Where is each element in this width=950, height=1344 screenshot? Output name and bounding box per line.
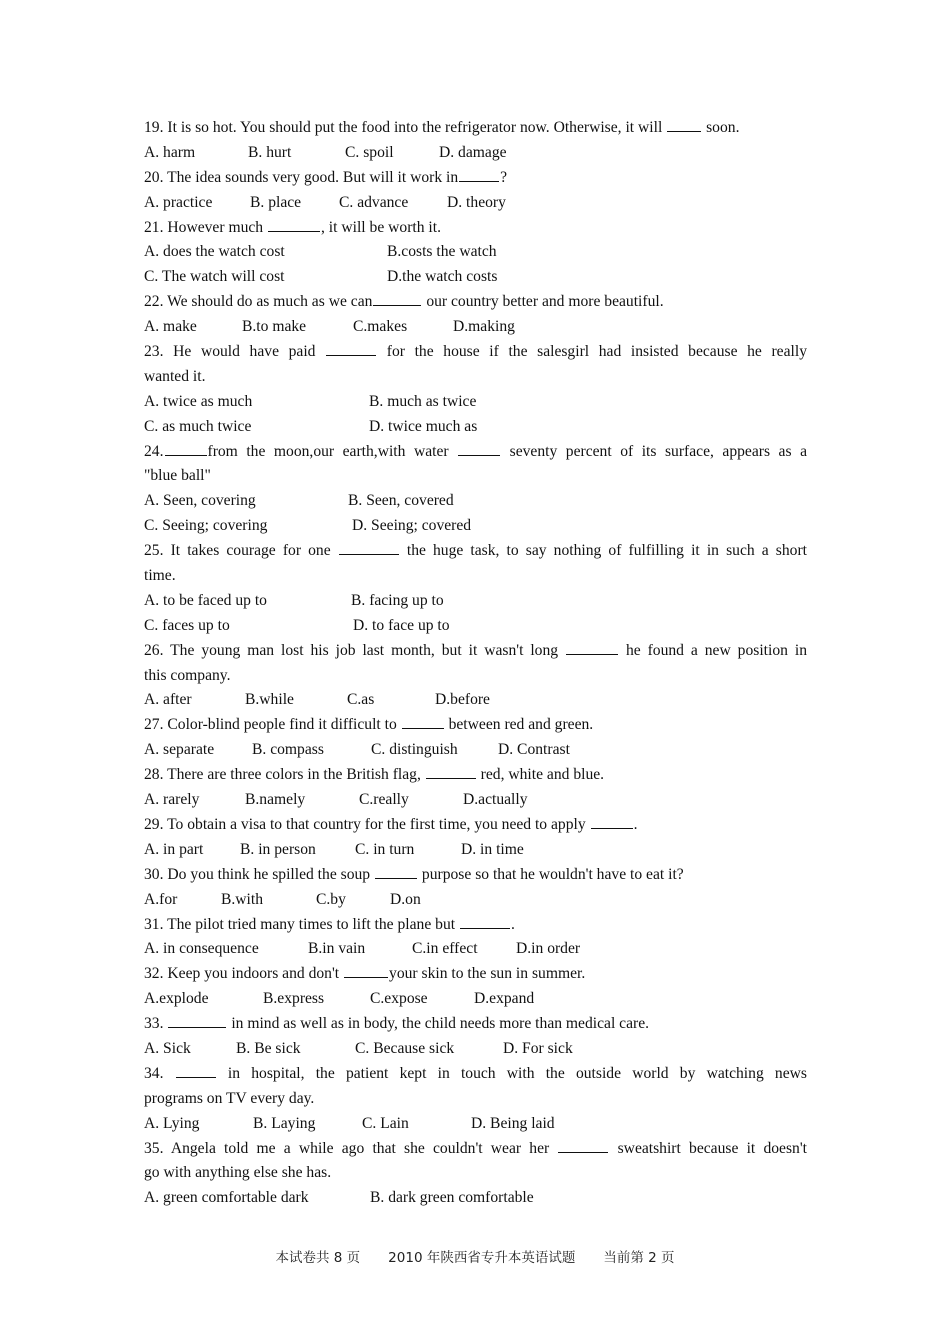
question-30-text-end: purpose so that he wouldn't have to eat it? — [421, 865, 684, 883]
question-34-text: in hospital, the patient kept in touch with the outside world by watching news — [227, 1064, 807, 1082]
option-d: D.actually — [463, 791, 528, 809]
option-b: B. facing up to — [351, 591, 444, 609]
answer-blank — [460, 914, 510, 929]
answer-blank — [375, 864, 417, 879]
question-28 — [144, 763, 807, 788]
question-26-options — [144, 688, 807, 713]
option-b: B. hurt — [248, 143, 292, 161]
exam-page — [144, 116, 807, 1211]
option-c: C.makes — [353, 318, 408, 336]
question-26-text-end: he found a new position in — [625, 641, 807, 659]
question-33-text: in mind as well as in body, the child needs more than medical care. — [231, 1015, 650, 1033]
question-23-text-wrap: wanted it. — [144, 367, 206, 385]
answer-blank — [558, 1138, 608, 1153]
answer-blank — [373, 291, 421, 306]
question-25-text: 25. It takes courage for one — [144, 542, 331, 560]
option-d: D. twice much as — [369, 417, 478, 435]
option-d: D.the watch costs — [387, 268, 498, 286]
option-b: B. Seen, covered — [348, 492, 454, 510]
question-24-text-end: seventy percent of its surface, appears as a — [509, 442, 807, 460]
question-22-text-end: our country better and more beautiful. — [426, 293, 664, 311]
option-d: D.on — [390, 890, 421, 908]
option-c: C. Seeing; covering — [144, 517, 268, 535]
option-a: A. Lying — [144, 1114, 200, 1132]
page-footer — [0, 1246, 950, 1266]
question-27-options — [144, 738, 807, 763]
option-d: D. Seeing; covered — [352, 517, 472, 535]
question-31-text-end: . — [511, 915, 515, 933]
question-24-number: 24. — [144, 442, 164, 460]
question-19 — [144, 116, 807, 141]
option-c: C. in turn — [355, 840, 415, 858]
question-34 — [144, 1062, 807, 1087]
question-24-options-cd — [144, 514, 807, 539]
question-25-options-ab — [144, 589, 807, 614]
option-c: C.as — [347, 691, 375, 709]
question-23-text-end: for the house if the salesgirl had insisted because he really — [386, 343, 807, 361]
question-21-text: 21. However much — [144, 218, 264, 236]
option-c: C.by — [316, 890, 346, 908]
question-24-continued — [144, 464, 807, 489]
option-a: A. Seen, covering — [144, 492, 256, 510]
question-23-continued — [144, 365, 807, 390]
question-21 — [144, 216, 807, 241]
question-29 — [144, 813, 807, 838]
question-35-text-wrap: go with anything else she has. — [144, 1164, 332, 1182]
question-20-text: 20. The idea sounds very good. But will it work in — [144, 168, 459, 186]
option-d: D. Being laid — [471, 1114, 555, 1132]
option-d: D.expand — [474, 990, 535, 1008]
answer-blank — [458, 441, 500, 456]
question-30-text: 30. Do you think he spilled the soup — [144, 865, 371, 883]
question-33-options — [144, 1037, 807, 1062]
question-34-continued — [144, 1087, 807, 1112]
option-c: C. Because sick — [355, 1039, 455, 1057]
question-21-text-end: , it will be worth it. — [321, 218, 441, 236]
option-b: B. place — [250, 193, 302, 211]
option-c: C. The watch will cost — [144, 268, 285, 286]
question-33-number: 33. — [144, 1015, 164, 1033]
option-b: B. compass — [252, 741, 324, 759]
answer-blank — [176, 1063, 216, 1078]
question-35-continued — [144, 1161, 807, 1186]
option-d: D. For sick — [503, 1039, 573, 1057]
question-28-text: 28. There are three colors in the British flag, — [144, 766, 421, 784]
option-a: A. rarely — [144, 791, 200, 809]
option-b: B.costs the watch — [387, 243, 497, 261]
option-b: B. dark green comfortable — [370, 1189, 534, 1207]
option-d: D. theory — [447, 193, 506, 211]
question-30 — [144, 863, 807, 888]
question-29-options — [144, 838, 807, 863]
question-22 — [144, 290, 807, 315]
question-24 — [144, 440, 807, 465]
option-a: A. twice as much — [144, 392, 253, 410]
question-31-options — [144, 937, 807, 962]
option-c: C. advance — [339, 193, 409, 211]
option-a: A.for — [144, 890, 178, 908]
option-a: A. green comfortable dark — [144, 1189, 309, 1207]
option-b: B.express — [263, 990, 325, 1008]
option-d: D.making — [453, 318, 515, 336]
option-b: B.to make — [242, 318, 307, 336]
question-30-options — [144, 888, 807, 913]
option-d: D. in time — [461, 840, 524, 858]
option-d: D.in order — [516, 940, 581, 958]
answer-blank — [165, 441, 207, 456]
question-22-text: 22. We should do as much as we can — [144, 293, 373, 311]
question-25 — [144, 539, 807, 564]
question-27 — [144, 713, 807, 738]
option-b: B.in vain — [308, 940, 366, 958]
answer-blank — [326, 341, 376, 356]
question-32-text: 32. Keep you indoors and don't — [144, 965, 340, 983]
question-23-options-cd — [144, 415, 807, 440]
question-22-options — [144, 315, 807, 340]
question-27-text-end: between red and green. — [448, 716, 594, 734]
question-26 — [144, 639, 807, 664]
option-a: A. make — [144, 318, 197, 336]
question-28-text-end: red, white and blue. — [480, 766, 605, 784]
option-b: B. Laying — [253, 1114, 316, 1132]
question-20-options — [144, 191, 807, 216]
question-25-options-cd — [144, 614, 807, 639]
question-34-text-wrap: programs on TV every day. — [144, 1089, 315, 1107]
answer-blank — [168, 1013, 226, 1028]
question-35-text: 35. Angela told me a while ago that she couldn't wear her — [144, 1139, 550, 1157]
question-27-text: 27. Color-blind people find it difficult to — [144, 716, 397, 734]
option-c: C. faces up to — [144, 616, 230, 634]
question-26-text-wrap: this company. — [144, 666, 231, 684]
question-26-continued — [144, 664, 807, 689]
question-20-text-end: ? — [500, 168, 508, 186]
option-a: A. after — [144, 691, 192, 709]
question-29-text: 29. To obtain a visa to that country for the first time, you need to apply — [144, 815, 586, 833]
answer-blank — [426, 764, 476, 779]
option-c: C. spoil — [345, 143, 394, 161]
question-19-options — [144, 141, 807, 166]
option-a: A. to be faced up to — [144, 591, 267, 609]
answer-blank — [344, 963, 388, 978]
option-d: D. to face up to — [353, 616, 450, 634]
option-b: B.namely — [245, 791, 306, 809]
option-b: B. in person — [240, 840, 316, 858]
question-21-options-ab — [144, 240, 807, 265]
footer-total-pages: 本试卷共 8 页 — [275, 1250, 361, 1266]
question-32-text-end: your skin to the sun in summer. — [389, 965, 586, 983]
answer-blank — [591, 814, 633, 829]
option-d: D.before — [435, 691, 490, 709]
option-a: A. in consequence — [144, 940, 259, 958]
option-b: B. much as twice — [369, 392, 477, 410]
option-d: D. damage — [439, 143, 507, 161]
footer-current-page: 当前第 2 页 — [603, 1250, 675, 1266]
question-21-options-cd — [144, 265, 807, 290]
option-a: A.explode — [144, 990, 209, 1008]
option-c: C.really — [359, 791, 409, 809]
option-b: B.with — [221, 890, 264, 908]
question-23-options-ab — [144, 390, 807, 415]
question-31-text: 31. The pilot tried many times to lift the plane but — [144, 915, 456, 933]
answer-blank — [339, 540, 399, 555]
question-32-options — [144, 987, 807, 1012]
option-a: A. harm — [144, 143, 196, 161]
answer-blank — [566, 640, 618, 655]
question-26-text: 26. The young man lost his job last month, but it wasn't long — [144, 641, 559, 659]
option-d: D. Contrast — [498, 741, 570, 759]
question-35-text-end: sweatshirt because it doesn't — [617, 1139, 807, 1157]
question-29-text-end: . — [633, 815, 638, 833]
option-c: C. as much twice — [144, 417, 252, 435]
question-33 — [144, 1012, 807, 1037]
question-23-text: 23. He would have paid — [144, 343, 316, 361]
question-19-text: 19. It is so hot. You should put the food into the refrigerator now. Otherwise, it will — [144, 119, 663, 136]
question-25-continued — [144, 564, 807, 589]
footer-exam-title: 2010 年陕西省专升本英语试题 — [388, 1250, 576, 1266]
option-c: C. Lain — [362, 1114, 409, 1132]
question-20 — [144, 166, 807, 191]
option-c: C.expose — [370, 990, 428, 1008]
question-24-options-ab — [144, 489, 807, 514]
question-35-options — [144, 1186, 807, 1211]
question-23 — [144, 340, 807, 365]
question-19-text-end: soon. — [706, 119, 740, 136]
answer-blank — [402, 714, 444, 729]
option-a: A. in part — [144, 840, 204, 858]
option-c: C. distinguish — [371, 741, 458, 759]
answer-blank — [459, 167, 499, 182]
option-a: A. separate — [144, 741, 215, 759]
option-a: A. practice — [144, 193, 213, 211]
question-25-text-wrap: time. — [144, 567, 176, 585]
answer-blank — [667, 117, 701, 132]
option-b: B.while — [245, 691, 294, 709]
question-34-options — [144, 1112, 807, 1137]
question-32 — [144, 962, 807, 987]
question-24-text: from the moon,our earth,with water — [207, 442, 449, 460]
option-a: A. does the watch cost — [144, 243, 285, 261]
question-35 — [144, 1137, 807, 1162]
option-c: C.in effect — [412, 940, 478, 958]
question-25-text-end: the huge task, to say nothing of fulfilling it in such a short — [406, 542, 807, 560]
question-34-number: 34. — [144, 1064, 164, 1082]
option-a: A. Sick — [144, 1039, 191, 1057]
question-31 — [144, 913, 807, 938]
answer-blank — [268, 217, 320, 232]
option-b: B. Be sick — [236, 1039, 301, 1057]
question-28-options — [144, 788, 807, 813]
question-24-text-wrap: "blue ball" — [144, 467, 211, 485]
